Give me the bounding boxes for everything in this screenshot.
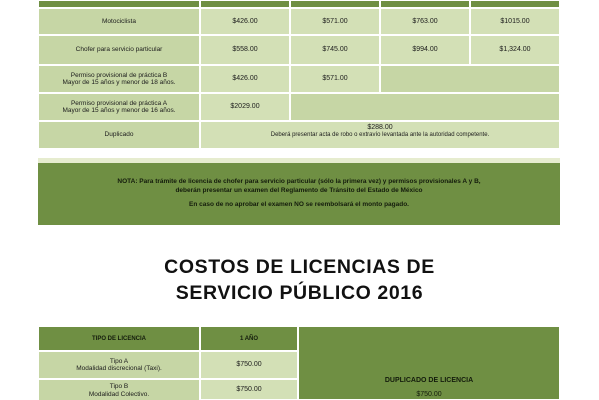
row-motociclista-value-4: $1015.00 bbox=[470, 8, 560, 35]
table1-header-type bbox=[38, 0, 200, 8]
row-permiso-b-value-1: $426.00 bbox=[200, 65, 290, 93]
row-permiso-b-label-line1: Permiso provisional de práctica B bbox=[70, 71, 168, 79]
row-motociclista-value-3: $763.00 bbox=[380, 8, 470, 35]
row-motociclista-label: Motociclista bbox=[38, 8, 200, 35]
table2-row-tipo-a-line2: Modalidad discrecional (Taxi). bbox=[76, 365, 162, 372]
note-line-2: deberán presentar un examen del Reglamento de Tránsito del Estado de México bbox=[175, 186, 423, 194]
row-permiso-a-value-1: $2029.00 bbox=[200, 93, 290, 121]
table2-row-tipo-a-value: $750.00 bbox=[200, 351, 298, 379]
table2-row-tipo-a-label bbox=[38, 351, 200, 379]
heading-line-2: SERVICIO PÚBLICO 2016 bbox=[175, 282, 424, 304]
row-motociclista-value-1: $426.00 bbox=[200, 8, 290, 35]
row-duplicado-cell bbox=[200, 121, 560, 149]
table2-header-year: 1 AÑO bbox=[200, 326, 298, 351]
note-line-1: NOTA: Para trámite de licencia de chofer para servicio particular (sólo la primera vez) y permisos provisionales A y B, bbox=[117, 178, 481, 186]
row-permiso-a-label-line1: Permiso provisional de práctica A bbox=[70, 99, 168, 107]
row-duplicado-value: $288.00 bbox=[367, 124, 393, 131]
row-chofer-value-1: $558.00 bbox=[200, 35, 290, 65]
table2-header-type: TIPO DE LICENCIA bbox=[38, 326, 200, 351]
row-permiso-b-label bbox=[38, 65, 200, 93]
row-motociclista-value-2: $571.00 bbox=[290, 8, 380, 35]
heading-line-1: COSTOS DE LICENCIAS DE bbox=[164, 256, 435, 278]
table1-header-col3 bbox=[380, 0, 470, 8]
row-chofer-value-4: $1,324.00 bbox=[470, 35, 560, 65]
table2-duplicate-label: DUPLICADO DE LICENCIA bbox=[384, 377, 474, 384]
table2-row-tipo-b-line1: Tipo B bbox=[109, 383, 129, 390]
row-permiso-a-label-line2: Mayor de 15 años y menor de 16 años. bbox=[62, 107, 176, 114]
table2-duplicate-cell bbox=[298, 326, 560, 400]
note-box bbox=[38, 163, 560, 225]
note-line-3: En caso de no aprobar el examen NO se reembolsará el monto pagado. bbox=[189, 201, 409, 209]
row-permiso-b-label-line2: Mayor de 15 años y menor de 18 años. bbox=[62, 79, 176, 86]
table2-row-tipo-b-label bbox=[38, 379, 200, 400]
table1-header-col1 bbox=[200, 0, 290, 8]
row-permiso-b-empty bbox=[380, 65, 560, 93]
row-chofer-label: Chofer para servicio particular bbox=[38, 35, 200, 65]
row-permiso-b-value-2: $571.00 bbox=[290, 65, 380, 93]
table1-header-col2 bbox=[290, 0, 380, 8]
row-chofer-value-2: $745.00 bbox=[290, 35, 380, 65]
table1-header-col4 bbox=[470, 0, 560, 8]
row-permiso-a-label bbox=[38, 93, 200, 121]
table2-duplicate-value: $750.00 bbox=[416, 391, 442, 398]
row-chofer-value-3: $994.00 bbox=[380, 35, 470, 65]
row-duplicado-detail: Deberá presentar acta de robo o extravío levantada ante la autoridad competente. bbox=[270, 132, 490, 138]
table2-row-tipo-a-line1: Tipo A bbox=[109, 357, 129, 365]
table2-row-tipo-b-value: $750.00 bbox=[200, 379, 298, 400]
row-permiso-a-empty bbox=[290, 93, 560, 121]
table2-row-tipo-b-line2: Modalidad Colectivo. bbox=[88, 390, 150, 398]
row-duplicado-label: Duplicado bbox=[38, 121, 200, 149]
